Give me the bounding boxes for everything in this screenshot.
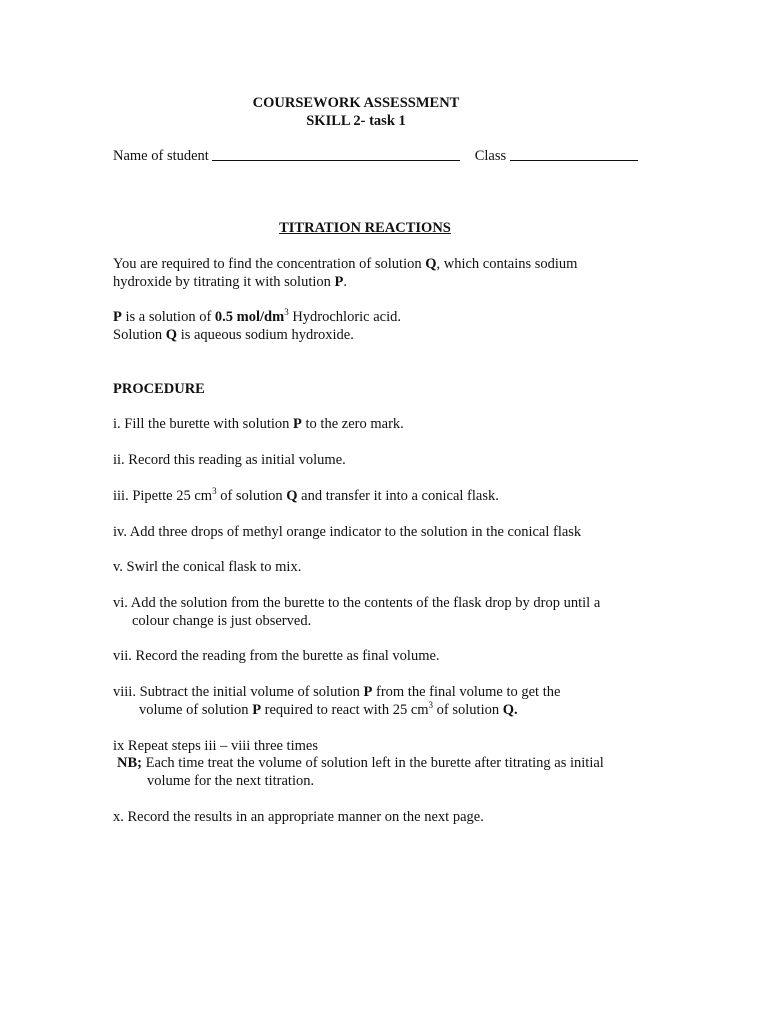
procedure-heading: PROCEDURE [113,381,205,397]
name-label: Name of student [113,148,209,164]
section-title: TITRATION REACTIONS [279,220,451,236]
document-title: COURSEWORK ASSESSMENT [252,95,460,111]
step-x: x. Record the results in an appropriate manner on the next page. [113,809,484,825]
step-iii: iii. Pipette 25 $cm^3$ of solution Q and transfer it into a conical flask. [113,486,499,504]
step-ix: ix Repeat steps iii – viii three times [113,738,318,754]
step-i: i. Fill the burette with solution P to the zero mark. [113,416,404,432]
step-v: v. Swirl the conical flask to mix. [113,559,302,575]
step-vi-continuation: colour change is just observed. [132,613,312,629]
step-viii: viii. Subtract the initial volume of solution P from the final volume to get the [113,684,561,700]
solution-q-line: Solution Q is aqueous sodium hydroxide. [113,327,354,343]
step-ii: ii. Record this reading as initial volume. [113,452,346,468]
document-subtitle: SKILL 2- task 1 [306,113,406,129]
note-continuation: volume for the next titration. [147,773,315,789]
step-iv: iv. Add three drops of methyl orange indicator to the solution in the conical flask [113,524,582,540]
step-viii-continuation: volume of solution P required to react with 25 $cm^3$ of solution Q. [139,700,518,718]
step-vii: vii. Record the reading from the burette as final volume. [113,648,440,664]
class-blank [510,148,638,161]
student-info-line [113,147,638,165]
solution-p-line: P is a solution of 0.5 mol/$dm^3$ Hydrochloric acid. [113,307,402,325]
intro-line-2: hydroxide by titrating it with solution P. [113,274,347,290]
note-line: NB; Each time treat the volume of solution left in the burette after titrating as initial [117,755,604,771]
step-vi: vi. Add the solution from the burette to the contents of the flask drop by drop until a [113,595,601,611]
name-blank [212,148,460,161]
intro-line-1: You are required to find the concentration of solution Q, which contains sodium [113,256,578,272]
class-label: Class [474,148,507,164]
